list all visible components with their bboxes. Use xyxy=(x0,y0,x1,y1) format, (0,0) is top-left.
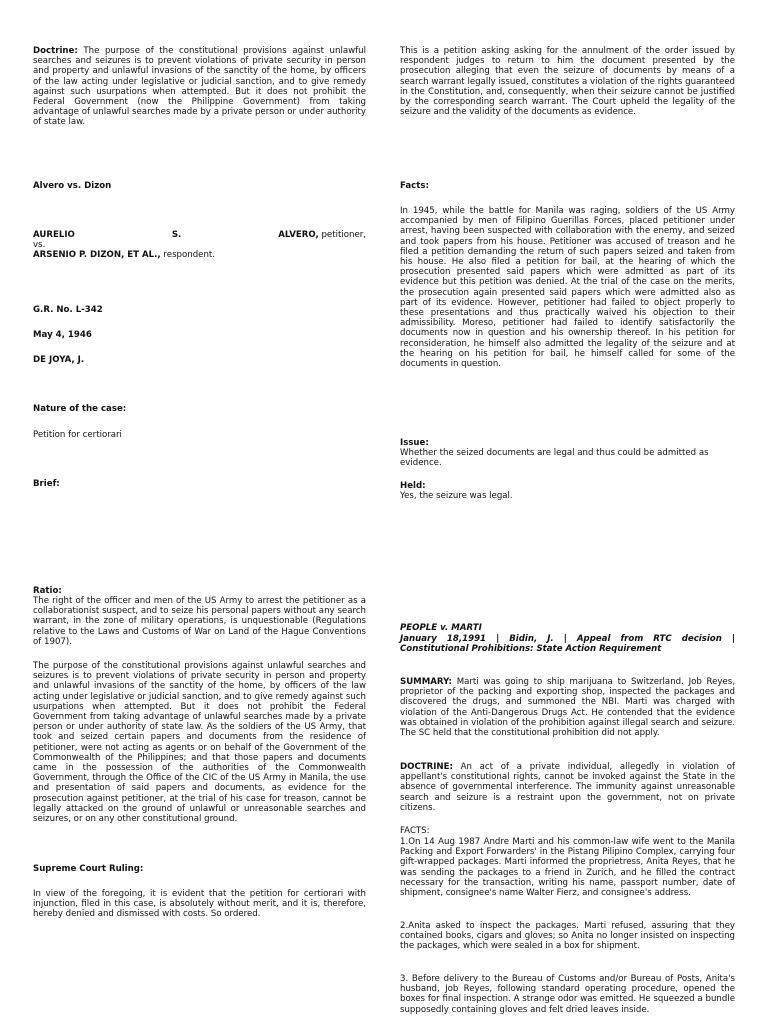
versus: vs. xyxy=(33,240,46,251)
facts-label: Facts: xyxy=(400,181,429,191)
marti-doctrine xyxy=(400,762,735,813)
left-doctrine-text: The purpose of the constitutional provisions against unlawful searches and seizures is to prevent violations of private security in person and property and unlawful invasions of the sanctity of the home, by officers of the law acting under legislative or judicial sanction, and to give remedy against such usurpations when attempted. But it does not prohibit the Federal Government (now the Philippine Government) from taking advantage of unlawful searches made by a private person or under authority of state law. xyxy=(33,46,366,128)
petitioner-name xyxy=(278,230,366,240)
case-parties xyxy=(33,230,366,261)
marti-doctrine-label: DOCTRINE: xyxy=(400,762,453,772)
ratio-paragraph-1: The right of the officer and men of the US Army to arrest the petitioner as a collaborationist suspect, and to seize his personal papers without any search warrant, in the zone of military operations, is unquestionable (Regulations relative to the Laws and Customs of War on Land of the Hague Conventions of 1907). xyxy=(33,596,366,647)
marti-doctrine-text: An act of a private individual, allegedly in violation of appellant's constitutional rights, cannot be invoked against the State in the absence of governmental interference. The immunity against unreasonable search and seizure is a restraint upon the government, not on private citizens. xyxy=(400,762,735,813)
case-title: Alvero vs. Dizon xyxy=(33,181,112,191)
summary-label: SUMMARY: xyxy=(400,677,452,687)
gr-number: G.R. No. L-342 xyxy=(33,305,103,315)
fact-3: 3. Before delivery to the Bureau of Customs and/or Bureau of Posts, Anita's husband, Job Reyes, following standard operating procedure, opened the boxes for final inspection. A strange odor was emitted. He squeezed a bundle supposedly containing gloves and felt dried leaves inside. xyxy=(400,974,735,1015)
fact-1: 1.On 14 Aug 1987 Andre Marti and his common-law wife went to the Manila Packing and Export Forwarders' in the Pistang Pilipino Complex, carrying four gift-wrapped packages. Marti informed the proprietress, Anita Reyes, that he was sending the packages to a friend in Zurich, and he filled the contract necessary for the transaction, writing his name, passport number, date of shipment, consignee's name Walter Fierz, and consignee's address. xyxy=(400,837,735,899)
petitioner-first: AURELIO xyxy=(33,230,75,240)
petitioner-last: ALVERO, xyxy=(278,230,319,240)
summary-text: Marti was going to ship marijuana to Switzerland. Job Reyes, proprietor of the packing and exporting shop, inspected the packages and discovered the drugs, and summoned the NBI. Marti was charged with violation of the Anti-Dangerous Drugs Act. He contended that the evidence was obtained in violation of the prohibition against illegal search and seizure. The SC held that the constitutional prohibition did not apply. xyxy=(400,677,735,739)
facts2-label: FACTS: xyxy=(400,826,430,836)
intro-text: This is a petition asking asking for the annulment of the order issued by respondent judges to return to him the document presented by the prosecution alleging that even the seizure of documents by means of a search warrant legally issued, constitutes a violation of the rights guaranteed in the Constitution, and, consequently, when their seizure cannot be justified by the corresponding search warrant. The Court upheld the legality of the seizure and the validity of the documents as evidence. xyxy=(400,46,735,118)
petitioner-role: petitioner, xyxy=(318,230,366,240)
ruling-text: In view of the foregoing, it is evident that the petition for certiorari with injunction, filed in this case, is absolutely without merit, and it is, therefore, hereby denied and dismissed with costs. So ordered. xyxy=(33,889,366,920)
left-doctrine xyxy=(33,46,366,128)
held-text: Yes, the seizure was legal. xyxy=(400,491,513,501)
issue-text: Whether the seized documents are legal and thus could be admitted as evidence. xyxy=(400,448,709,469)
summary xyxy=(400,677,735,738)
respondent-role: respondent. xyxy=(160,250,215,261)
left-doctrine-label: Doctrine: xyxy=(33,46,78,56)
ponente: DE JOYA, J. xyxy=(33,355,85,365)
ratio-paragraph-2: The purpose of the constitutional provisions against unlawful searches and seizures is to prevent violations of private security in person and property and unlawful invasions of the sanctity of the home, by officers of the law acting under legislative or judicial sanction, and to give remedy against such usurpations when attempted. But it does not prohibit the Federal Government from taking advantage of unlawful searches made by a private person or under authority of state law. As the soldiers of the US Army, that took and seized certain papers and documents from the residence of petitioner, were not acting as agents or on behalf of the Government of the Commonwealth of the Philippines; and that those papers and documents came in the possession of the authorities of the Commonwealth Government, through the Office of the CIC of the US Army in Manila, the use and presentation of said papers and documents, as evidence for the prosecution against petitioner, at the trial of his case for treason, cannot be legally attacked on the ground of unlawful or unreasonable searches and seizures, or on any other constitutional ground. xyxy=(33,661,366,825)
issue-label: Issue: xyxy=(400,438,429,448)
ratio-label: Ratio: xyxy=(33,586,62,596)
respondent-name: ARSENIO P. DIZON, ET AL., xyxy=(33,250,161,261)
petitioner-line xyxy=(33,230,366,240)
respondent-line xyxy=(33,250,366,260)
marti-title: PEOPLE v. MARTI xyxy=(400,623,482,633)
brief-label: Brief: xyxy=(33,479,60,489)
ruling-label: Supreme Court Ruling: xyxy=(33,864,144,874)
decision-date: May 4, 1946 xyxy=(33,330,92,340)
held-label: Held: xyxy=(400,481,426,491)
facts-text: In 1945, while the battle for Manila was raging, soldiers of the US Army accompanied by men of Filipino Guerillas Forces, placed petitioner under arrest, having been suspected with collaboration with the enemy, and seized and took papers from his house. Petitioner was accused of treason and he filed a petition demanding the return of such papers seized and taken from his house. He also filed a petition for bail, at the hearing of which the prosecution presented said papers which were admitted as part of its evidence but this petition was denied. At the trial of the case on the merits, the prosecution again presented said papers which were admitted also as part of its evidence. However, petitioner had failed to object properly to these presentations and thus practically waived his objection to their admissibility. Moreso, petitioner had failed to identify satisfactorily the documents now in question and his ownership thereof. In his petition for reconsideration, he himself also admitted the legality of the seizure and at the hearing on his petition for bail, he himself called for some of the documents in question. xyxy=(400,206,735,370)
nature-label: Nature of the case: xyxy=(33,404,127,414)
marti-subtitle: January 18,1991 | Bidin, J. | Appeal from RTC decision | Constitutional Prohibitions: State Action Requirement xyxy=(400,634,735,655)
nature-text: Petition for certiorari xyxy=(33,430,122,440)
petitioner-middle: S. xyxy=(171,230,182,240)
fact-2: 2.Anita asked to inspect the packages. Marti refused, assuring that they contained books, cigars and gloves; so Anita no longer insisted on inspecting the packages, which were sealed in a box for shipment. xyxy=(400,921,735,952)
